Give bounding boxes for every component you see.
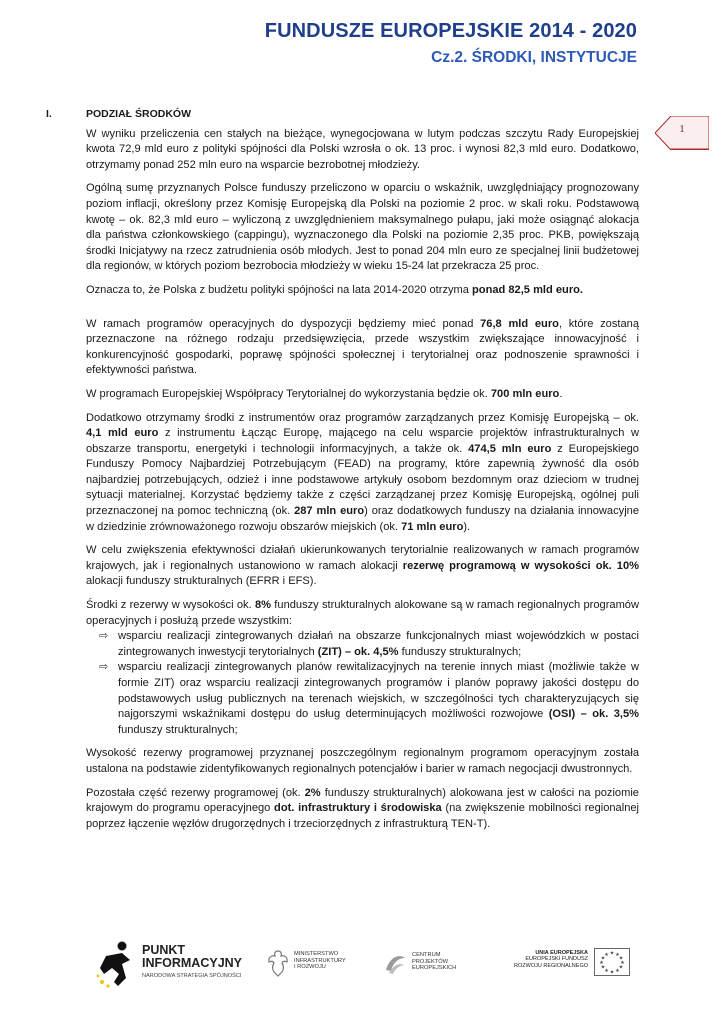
svg-text:★: ★: [618, 964, 624, 971]
paragraph-2: Ogólną sumę przyznanych Polsce funduszy przeliczono w oparciu o wskaźnik, uwzględniający prognozowany poziom inflacji, określony przez Komisję Europejską dla Polski na poziomie 2 proc. w skali roku. Podstawową kwotę – ok. 82,3 mld euro – wyliczoną z uwzględnieniem maksymalnego pułapu, jaki może osiągnąć alokacja dla państwa członkowskiego (cappingu), wyznaczonego dla Polski na poziomie 2,35 proc. PKB, powiększają środki Inicjatywy na rzecz zatrudnienia osób młodych. Jest to ponad 204 mln euro ze specjalnej linii budżetowej dla regionów, w których poziom bezrobocia młodzieży w wieku 15-24 lat przekracza 25 proc.: [86, 182, 639, 273]
svg-text:★: ★: [618, 955, 624, 962]
paragraph-1: W wyniku przeliczenia cen stałych na bieżące, wynegocjowana w lutym podczas szczytu Rady Europejskiej kwota 72,9 mld euro z polityki spójności dla Polski wzrosła o ok. 13 proc. i wynosi 82,3 mld euro. Dodatkowo, otrzymamy ponad 252 mln euro na wsparcie bezrobotnej młodzieży.: [86, 127, 639, 171]
document-body: [46, 107, 639, 840]
svg-text:★: ★: [609, 969, 615, 976]
section-number: I.: [46, 108, 52, 120]
svg-text:★: ★: [600, 964, 606, 971]
svg-text:★: ★: [600, 955, 606, 962]
cpe-logo: CENTRUM PROJEKTÓW EUROPEJSKICH: [382, 938, 477, 990]
svg-text:★: ★: [604, 952, 609, 958]
svg-text:★: ★: [609, 950, 615, 957]
eu-logo: UNIA EUROPEJSKA EUROPEJSKI FUNDUSZ ROZWOJU REGIONALNEGO ★ ★ ★ ★ ★ ★ ★ ★ ★ ★ ★ ★: [504, 938, 632, 990]
punkt-figure-icon: [92, 938, 138, 990]
paragraph-7: W celu zwiększenia efektywności działań ukierunkowanych terytorialnie realizowanych w ramach programów krajowych, jak i regionalnych ustanowiono w ramach alokacji rezerwę programową w wysokości ok. 10% alokacji funduszy strukturalnych (EFRR i EFS).: [86, 544, 639, 588]
footer-logos: [92, 938, 632, 990]
list-item: ⇨ wsparciu realizacji zintegrowanych planów rewitalizacyjnych na terenie innych miast (możliwie także w formie ZIT) oraz wsparciu realizacji zintegrowanych programów i planów poprawy jakości dostępu do podstawowych usług publicznych na terenach wiejskich, w szczególności tych charakteryzujących się najgorszymi wskaźnikami dostępu do usług determinujących możliwości rozwojowe (OSI) – ok. 3,5% funduszy strukturalnych;: [118, 660, 639, 738]
paragraph-5: W programach Europejskiej Współpracy Terytorialnej do wykorzystania będzie ok. 700 mln euro.: [86, 387, 563, 400]
svg-text:★: ★: [604, 968, 609, 974]
paragraph-4: W ramach programów operacyjnych do dyspozycji będziemy mieć ponad 76,8 mld euro, które zostaną przeznaczone na różnego rodzaju przedsięwzięcia, przede wszystkim zwiększające innowacyjność i konkurencyjność gospodarki, poprawę spójności społecznej i terytorialnej oraz podnoszenie sprawności i efektywności państwa.: [86, 317, 639, 377]
ministry-logo: MINISTERSTWO INFRASTRUKTURY I ROZWOJU: [266, 938, 366, 990]
paragraph-10: Pozostała część rezerwy programowej (ok. 2% funduszy strukturalnych) alokowana jest w całości na poziomie krajowym do programu operacyjnego dot. infrastruktury i środowiska (na zwiększenie mobilności regionalnej poprzez łączenie węzłów drugorzędnych i trzeciorzędnych z infrastrukturą TEN-T).: [86, 786, 639, 830]
svg-text:★: ★: [620, 960, 625, 966]
paragraph-6: Dodatkowo otrzymamy środki z instrumentów oraz programów zarządzanych przez Komisję Europejską – ok. 4,1 mld euro z instrumentu Łącząc Europę, mającego na celu wsparcie projektów infrastrukturalnych w obszarze transportu, energetyki i technologii informacyjnych, a także ok. 474,5 mln euro z Europejskiego Funduszy Pomocy Najbardziej Potrzebującym (FEAD) na programy, które zapewnią żywność dla osób najbardziej potrzebujących, odzież i inne podstawowe artykuły osobom bezdomnym oraz dzieciom w trudnej sytuacji materialnej. Korzystać będziemy także z części zarządzanej przez Komisję Europejską, ogólnej puli przeznaczonej na pomoc techniczną (ok. 287 mln euro) oraz dodatkowych funduszy na działania innowacyjne w dziedzinie zrównoważonego rozwoju obszarów miejskich (ok. 71 mln euro).: [86, 411, 639, 533]
eu-flag-icon: [594, 948, 630, 976]
list-item: ⇨ wsparciu realizacji zintegrowanych działań na obszarze funkcjonalnych miast wojewódzkich w postaci zintegrowanych inwestycji terytorialnych (ZIT) – ok. 4,5% funduszy strukturalnych;: [118, 629, 639, 660]
paragraph-8: Środki z rezerwy w wysokości ok. 8% funduszy strukturalnych alokowane są w ramach regionalnych programów operacyjnych i posłużą przede wszystkim:: [86, 599, 639, 627]
document-title: FUNDUSZE EUROPEJSKIE 2014 - 2020: [264, 20, 637, 42]
section-title: PODZIAŁ ŚRODKÓW: [86, 108, 191, 120]
page-number: 1: [679, 123, 685, 135]
svg-text:★: ★: [615, 968, 620, 974]
document-subtitle: Cz.2. ŚRODKI, INSTYTUCJE: [431, 49, 637, 66]
svg-text:★: ★: [615, 952, 620, 958]
section-heading: [46, 107, 639, 123]
paragraph-9: Wysokość rezerwy programowej przyznanej poszczególnym regionalnym programom operacyjnym została ustalona na podstawie zidentyfikowanych regionalnych potencjałów i barier w ramach negocjacji dwustronnych.: [86, 747, 639, 775]
svg-text:★: ★: [599, 960, 604, 966]
reserve-bullet-list: [86, 629, 639, 738]
paragraph-3: Oznacza to, że Polska z budżetu polityki spójności na lata 2014-2020 otrzyma ponad 82,5 mld euro.: [86, 283, 583, 296]
page-number-tab: [655, 116, 709, 150]
punkt-informacyjny-logo: PUNKT INFORMACYJNY NARODOWA STRATEGIA SPÓJNOŚCI: [92, 938, 250, 990]
polish-eagle-icon: [266, 948, 290, 978]
cpe-swirl-icon: [382, 950, 408, 976]
